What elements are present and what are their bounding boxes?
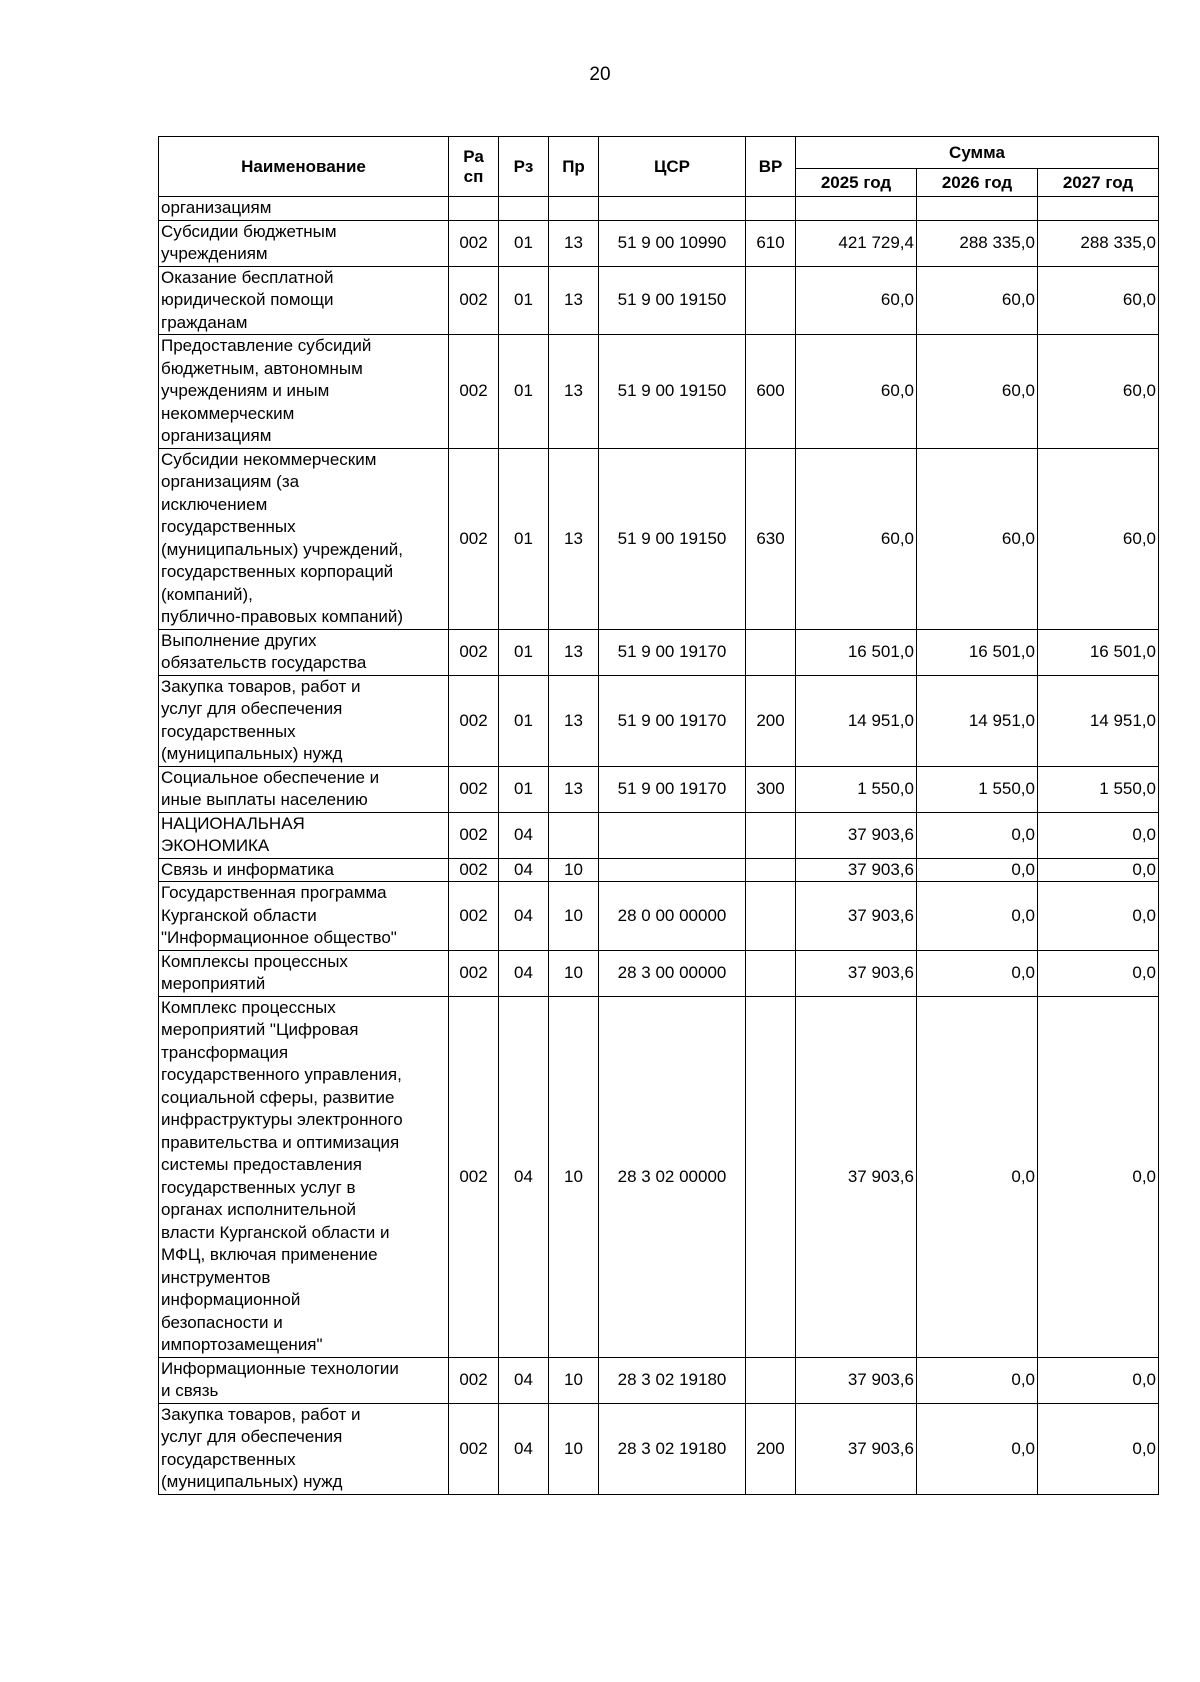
cell-sum-2027: 60,0 bbox=[1038, 448, 1159, 629]
cell-sum-2025: 37 903,6 bbox=[796, 1403, 917, 1494]
table-row bbox=[159, 197, 1159, 221]
cell-name: организациям bbox=[159, 197, 449, 221]
cell-rz: 04 bbox=[499, 882, 549, 951]
cell-rasp bbox=[449, 197, 499, 221]
cell-sum-2027: 0,0 bbox=[1038, 858, 1159, 882]
cell-rasp: 002 bbox=[449, 766, 499, 812]
cell-sum-2025: 37 903,6 bbox=[796, 996, 917, 1357]
cell-csr: 51 9 00 19170 bbox=[599, 629, 746, 675]
table-body bbox=[159, 197, 1159, 1495]
cell-csr: 28 3 02 19180 bbox=[599, 1357, 746, 1403]
cell-rasp: 002 bbox=[449, 448, 499, 629]
cell-sum-2026: 14 951,0 bbox=[917, 675, 1038, 766]
cell-name: Субсидии бюджетным учреждениям bbox=[159, 220, 449, 266]
cell-name: Социальное обеспечение и иные выплаты населению bbox=[159, 766, 449, 812]
table-row bbox=[159, 448, 1159, 629]
cell-vr: 610 bbox=[746, 220, 796, 266]
cell-sum-2025: 60,0 bbox=[796, 266, 917, 335]
cell-csr: 28 3 02 00000 bbox=[599, 996, 746, 1357]
cell-name: Информационные технологии и связь bbox=[159, 1357, 449, 1403]
cell-pr: 10 bbox=[549, 996, 599, 1357]
table-row bbox=[159, 266, 1159, 335]
cell-rasp: 002 bbox=[449, 335, 499, 449]
cell-rasp: 002 bbox=[449, 266, 499, 335]
cell-rasp: 002 bbox=[449, 882, 499, 951]
cell-pr: 13 bbox=[549, 629, 599, 675]
header-pr: Пр bbox=[549, 137, 599, 197]
cell-sum-2025: 421 729,4 bbox=[796, 220, 917, 266]
cell-pr: 10 bbox=[549, 882, 599, 951]
cell-sum-2027: 288 335,0 bbox=[1038, 220, 1159, 266]
cell-rz: 01 bbox=[499, 629, 549, 675]
cell-sum-2026: 60,0 bbox=[917, 266, 1038, 335]
cell-pr: 13 bbox=[549, 675, 599, 766]
cell-rasp: 002 bbox=[449, 629, 499, 675]
cell-sum-2025: 37 903,6 bbox=[796, 950, 917, 996]
table-row bbox=[159, 858, 1159, 882]
cell-pr: 10 bbox=[549, 1403, 599, 1494]
cell-rz: 04 bbox=[499, 1403, 549, 1494]
cell-rasp: 002 bbox=[449, 675, 499, 766]
cell-rasp: 002 bbox=[449, 220, 499, 266]
cell-rasp: 002 bbox=[449, 1403, 499, 1494]
cell-name: Государственная программа Курганской области "Информационное общество" bbox=[159, 882, 449, 951]
cell-rasp: 002 bbox=[449, 996, 499, 1357]
cell-rz: 01 bbox=[499, 335, 549, 449]
table-row bbox=[159, 629, 1159, 675]
cell-name: Комплексы процессных мероприятий bbox=[159, 950, 449, 996]
cell-sum-2027: 0,0 bbox=[1038, 882, 1159, 951]
cell-vr: 300 bbox=[746, 766, 796, 812]
cell-sum-2027: 0,0 bbox=[1038, 996, 1159, 1357]
cell-vr bbox=[746, 266, 796, 335]
cell-sum-2025: 37 903,6 bbox=[796, 858, 917, 882]
cell-sum-2026: 1 550,0 bbox=[917, 766, 1038, 812]
cell-rz: 04 bbox=[499, 950, 549, 996]
header-name: Наименование bbox=[159, 137, 449, 197]
cell-pr: 13 bbox=[549, 220, 599, 266]
header-sum: Сумма bbox=[796, 137, 1159, 169]
cell-rasp: 002 bbox=[449, 1357, 499, 1403]
cell-name: Оказание бесплатной юридической помощи гражданам bbox=[159, 266, 449, 335]
cell-rz: 01 bbox=[499, 220, 549, 266]
cell-pr bbox=[549, 197, 599, 221]
table-row bbox=[159, 1403, 1159, 1494]
cell-csr: 28 0 00 00000 bbox=[599, 882, 746, 951]
cell-sum-2026: 60,0 bbox=[917, 335, 1038, 449]
cell-rasp: 002 bbox=[449, 950, 499, 996]
cell-sum-2027: 0,0 bbox=[1038, 812, 1159, 858]
table-row bbox=[159, 950, 1159, 996]
cell-name: Субсидии некоммерческим организациям (за исключением государственных (муниципальных) учреждений, государственных корпораций (компаний), публично-правовых компаний) bbox=[159, 448, 449, 629]
header-rz: Рз bbox=[499, 137, 549, 197]
header-vr: ВР bbox=[746, 137, 796, 197]
cell-vr bbox=[746, 996, 796, 1357]
cell-sum-2027: 60,0 bbox=[1038, 335, 1159, 449]
cell-pr: 13 bbox=[549, 448, 599, 629]
cell-sum-2026: 0,0 bbox=[917, 1357, 1038, 1403]
table-row bbox=[159, 335, 1159, 449]
table-row bbox=[159, 882, 1159, 951]
cell-pr bbox=[549, 812, 599, 858]
cell-sum-2027: 1 550,0 bbox=[1038, 766, 1159, 812]
header-year-2026: 2026 год bbox=[917, 169, 1038, 197]
cell-sum-2027: 0,0 bbox=[1038, 950, 1159, 996]
cell-csr: 51 9 00 10990 bbox=[599, 220, 746, 266]
cell-csr bbox=[599, 812, 746, 858]
cell-sum-2026: 60,0 bbox=[917, 448, 1038, 629]
cell-sum-2026: 0,0 bbox=[917, 858, 1038, 882]
cell-csr bbox=[599, 858, 746, 882]
table-row bbox=[159, 1357, 1159, 1403]
cell-vr bbox=[746, 629, 796, 675]
cell-csr bbox=[599, 197, 746, 221]
page-number: 20 bbox=[589, 64, 611, 85]
budget-table bbox=[158, 136, 1159, 1495]
table-row bbox=[159, 766, 1159, 812]
cell-sum-2026: 0,0 bbox=[917, 882, 1038, 951]
cell-sum-2026: 0,0 bbox=[917, 1403, 1038, 1494]
cell-sum-2027: 16 501,0 bbox=[1038, 629, 1159, 675]
cell-name: Связь и информатика bbox=[159, 858, 449, 882]
cell-sum-2027: 60,0 bbox=[1038, 266, 1159, 335]
cell-csr: 51 9 00 19170 bbox=[599, 766, 746, 812]
cell-name: Закупка товаров, работ и услуг для обеспечения государственных (муниципальных) нужд bbox=[159, 675, 449, 766]
cell-csr: 51 9 00 19150 bbox=[599, 266, 746, 335]
cell-csr: 28 3 02 19180 bbox=[599, 1403, 746, 1494]
cell-sum-2025: 14 951,0 bbox=[796, 675, 917, 766]
cell-name: НАЦИОНАЛЬНАЯ ЭКОНОМИКА bbox=[159, 812, 449, 858]
header-year-2025: 2025 год bbox=[796, 169, 917, 197]
cell-rz: 04 bbox=[499, 996, 549, 1357]
cell-pr: 10 bbox=[549, 858, 599, 882]
cell-sum-2025: 1 550,0 bbox=[796, 766, 917, 812]
cell-csr: 51 9 00 19150 bbox=[599, 448, 746, 629]
cell-sum-2026: 0,0 bbox=[917, 950, 1038, 996]
cell-pr: 10 bbox=[549, 1357, 599, 1403]
cell-rz: 01 bbox=[499, 766, 549, 812]
cell-vr: 200 bbox=[746, 1403, 796, 1494]
cell-rz: 04 bbox=[499, 812, 549, 858]
cell-rz: 01 bbox=[499, 675, 549, 766]
cell-vr bbox=[746, 1357, 796, 1403]
cell-name: Закупка товаров, работ и услуг для обеспечения государственных (муниципальных) нужд bbox=[159, 1403, 449, 1494]
cell-rz: 04 bbox=[499, 858, 549, 882]
cell-sum-2027 bbox=[1038, 197, 1159, 221]
cell-sum-2025: 60,0 bbox=[796, 335, 917, 449]
cell-sum-2027: 0,0 bbox=[1038, 1403, 1159, 1494]
cell-sum-2025: 16 501,0 bbox=[796, 629, 917, 675]
cell-rz bbox=[499, 197, 549, 221]
cell-sum-2025 bbox=[796, 197, 917, 221]
cell-csr: 51 9 00 19170 bbox=[599, 675, 746, 766]
cell-sum-2025: 37 903,6 bbox=[796, 1357, 917, 1403]
table-row bbox=[159, 675, 1159, 766]
cell-vr bbox=[746, 858, 796, 882]
cell-name: Выполнение других обязательств государства bbox=[159, 629, 449, 675]
table-row bbox=[159, 220, 1159, 266]
cell-sum-2026 bbox=[917, 197, 1038, 221]
cell-vr bbox=[746, 812, 796, 858]
cell-sum-2026: 0,0 bbox=[917, 996, 1038, 1357]
cell-sum-2026: 16 501,0 bbox=[917, 629, 1038, 675]
header-rasp: Ра сп bbox=[449, 137, 499, 197]
cell-sum-2026: 288 335,0 bbox=[917, 220, 1038, 266]
header-year-2027: 2027 год bbox=[1038, 169, 1159, 197]
cell-rz: 01 bbox=[499, 448, 549, 629]
cell-vr: 630 bbox=[746, 448, 796, 629]
cell-csr: 28 3 00 00000 bbox=[599, 950, 746, 996]
cell-sum-2025: 37 903,6 bbox=[796, 812, 917, 858]
table-header bbox=[159, 137, 1159, 197]
cell-pr: 13 bbox=[549, 335, 599, 449]
cell-sum-2026: 0,0 bbox=[917, 812, 1038, 858]
cell-name: Комплекс процессных мероприятий "Цифровая трансформация государственного управления, социальной сферы, развитие инфраструктуры электронного правительства и оптимизация системы предоставления государственных услуг в органах исполнительной власти Курганской области и МФЦ, включая применение инструментов информационной безопасности и импортозамещения" bbox=[159, 996, 449, 1357]
cell-sum-2027: 14 951,0 bbox=[1038, 675, 1159, 766]
cell-pr: 10 bbox=[549, 950, 599, 996]
cell-vr bbox=[746, 197, 796, 221]
cell-pr: 13 bbox=[549, 266, 599, 335]
header-csr: ЦСР bbox=[599, 137, 746, 197]
cell-rasp: 002 bbox=[449, 812, 499, 858]
cell-sum-2025: 60,0 bbox=[796, 448, 917, 629]
cell-pr: 13 bbox=[549, 766, 599, 812]
table-row bbox=[159, 996, 1159, 1357]
cell-vr bbox=[746, 882, 796, 951]
cell-name: Предоставление субсидий бюджетным, автономным учреждениям и иным некоммерческим организациям bbox=[159, 335, 449, 449]
cell-sum-2027: 0,0 bbox=[1038, 1357, 1159, 1403]
cell-rz: 04 bbox=[499, 1357, 549, 1403]
cell-vr bbox=[746, 950, 796, 996]
cell-sum-2025: 37 903,6 bbox=[796, 882, 917, 951]
cell-rz: 01 bbox=[499, 266, 549, 335]
cell-vr: 600 bbox=[746, 335, 796, 449]
cell-vr: 200 bbox=[746, 675, 796, 766]
cell-rasp: 002 bbox=[449, 858, 499, 882]
table-row bbox=[159, 812, 1159, 858]
cell-csr: 51 9 00 19150 bbox=[599, 335, 746, 449]
